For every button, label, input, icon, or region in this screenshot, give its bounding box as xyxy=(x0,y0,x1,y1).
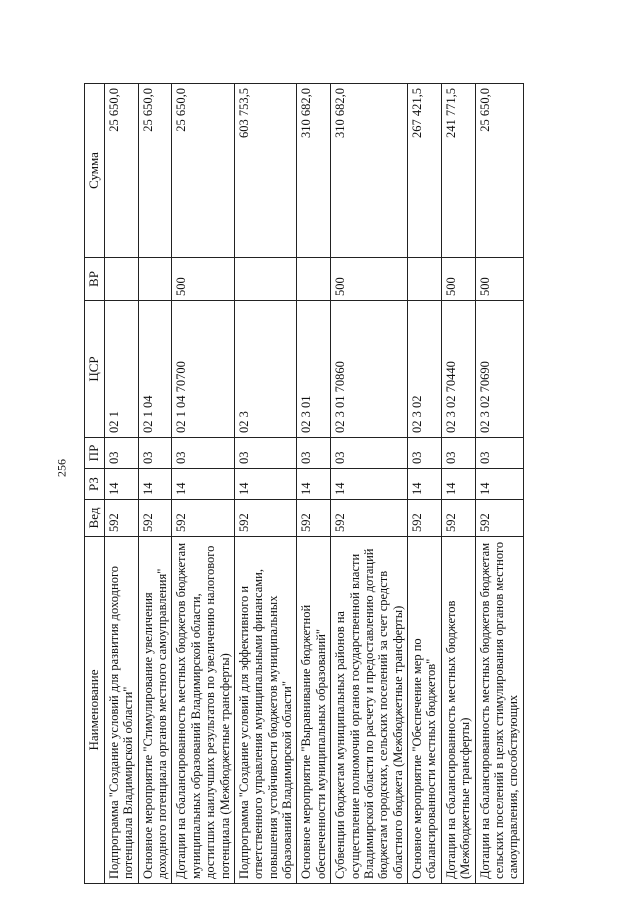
cell-rz: 14 xyxy=(138,469,172,500)
cell-sum: 25 650,0 xyxy=(475,84,523,258)
cell-sum: 25 650,0 xyxy=(172,84,235,258)
cell-pr: 03 xyxy=(475,438,523,469)
header-rz: РЗ xyxy=(85,469,105,500)
cell-name: Основное мероприятие "Обеспечение мер по сбалансированности местных бюджетов" xyxy=(408,537,442,884)
cell-pr: 03 xyxy=(408,438,442,469)
cell-vr xyxy=(138,258,172,301)
budget-table xyxy=(84,83,524,884)
cell-pr: 03 xyxy=(234,438,297,469)
cell-pr: 03 xyxy=(331,438,408,469)
cell-pr: 03 xyxy=(297,438,331,469)
table-row xyxy=(104,84,138,884)
cell-ved: 592 xyxy=(331,500,408,537)
page-number: 256 xyxy=(54,459,69,477)
cell-vr: 500 xyxy=(172,258,235,301)
cell-name: Дотации на сбалансированность местных бюджетов бюджетам муниципальных образований Владимирской области, достигших наилучших результатов по увеличению налогового потенциала (Межбюджетные трансферты) xyxy=(172,537,235,884)
cell-vr: 500 xyxy=(475,258,523,301)
cell-sum: 25 650,0 xyxy=(138,84,172,258)
cell-ved: 592 xyxy=(104,500,138,537)
cell-csr: 02 3 01 70860 xyxy=(331,301,408,438)
cell-ved: 592 xyxy=(234,500,297,537)
cell-csr: 02 3 01 xyxy=(297,301,331,438)
cell-csr: 02 3 xyxy=(234,301,297,438)
cell-sum: 241 771,5 xyxy=(441,84,475,258)
header-ved: Вед xyxy=(85,500,105,537)
cell-sum: 310 682,0 xyxy=(331,84,408,258)
table-row xyxy=(234,84,297,884)
cell-sum: 603 753,5 xyxy=(234,84,297,258)
cell-sum: 310 682,0 xyxy=(297,84,331,258)
header-pr: ПР xyxy=(85,438,105,469)
cell-rz: 14 xyxy=(104,469,138,500)
cell-pr: 03 xyxy=(138,438,172,469)
cell-vr xyxy=(297,258,331,301)
cell-rz: 14 xyxy=(441,469,475,500)
cell-sum: 25 650,0 xyxy=(104,84,138,258)
cell-sum: 267 421,5 xyxy=(408,84,442,258)
cell-name: Основное мероприятие "Стимулирование увеличения доходного потенциала органов местного самоуправления" xyxy=(138,537,172,884)
cell-name: Дотации на сбалансированность местных бюджетов (Межбюджетные трансферты) xyxy=(441,537,475,884)
table-row xyxy=(172,84,235,884)
cell-rz: 14 xyxy=(297,469,331,500)
cell-ved: 592 xyxy=(138,500,172,537)
cell-name: Субвенции бюджетам муниципальных районов на осуществление полномочий органов государственной власти Владимирской области по расчету и предоставлению дотаций бюджетам городских, сельских поселений за счет средств областного бюджета (Межбюджетные трансферты) xyxy=(331,537,408,884)
cell-ved: 592 xyxy=(172,500,235,537)
cell-rz: 14 xyxy=(172,469,235,500)
table-row xyxy=(408,84,442,884)
table-row xyxy=(475,84,523,884)
table-header-row xyxy=(85,84,105,884)
cell-pr: 03 xyxy=(104,438,138,469)
table-row xyxy=(297,84,331,884)
cell-name: Дотации на сбалансированность местных бюджетов бюджетам сельских поселений в целях стимулирования органов местного самоуправления, способствующих xyxy=(475,537,523,884)
cell-rz: 14 xyxy=(331,469,408,500)
cell-name: Подпрограмма "Создание условий для эффективного и ответственного управления муниципальными финансами, повышения устойчивости бюджетов муниципальных образований Владимирской области" xyxy=(234,537,297,884)
cell-name: Подпрограмма "Создание условий для развития доходного потенциала Владимирской области" xyxy=(104,537,138,884)
header-vr: ВР xyxy=(85,258,105,301)
cell-ved: 592 xyxy=(441,500,475,537)
cell-csr: 02 1 04 xyxy=(138,301,172,438)
cell-csr: 02 3 02 70690 xyxy=(475,301,523,438)
cell-pr: 03 xyxy=(172,438,235,469)
budget-table-sheet xyxy=(84,84,604,884)
header-name: Наименование xyxy=(85,537,105,884)
cell-csr: 02 1 xyxy=(104,301,138,438)
header-sum: Сумма xyxy=(85,84,105,258)
cell-ved: 592 xyxy=(475,500,523,537)
cell-vr xyxy=(234,258,297,301)
cell-rz: 14 xyxy=(475,469,523,500)
rotated-table-container xyxy=(84,84,604,884)
cell-pr: 03 xyxy=(441,438,475,469)
cell-ved: 592 xyxy=(408,500,442,537)
table-row xyxy=(441,84,475,884)
cell-csr: 02 3 02 xyxy=(408,301,442,438)
table-row xyxy=(331,84,408,884)
cell-rz: 14 xyxy=(408,469,442,500)
header-csr: ЦСР xyxy=(85,301,105,438)
cell-vr xyxy=(104,258,138,301)
cell-vr: 500 xyxy=(441,258,475,301)
cell-rz: 14 xyxy=(234,469,297,500)
cell-vr: 500 xyxy=(331,258,408,301)
cell-vr xyxy=(408,258,442,301)
table-row xyxy=(138,84,172,884)
cell-csr: 02 3 02 70440 xyxy=(441,301,475,438)
cell-name: Основное мероприятие "Выравнивание бюджетной обеспеченности муниципальных образований" xyxy=(297,537,331,884)
cell-csr: 02 1 04 70700 xyxy=(172,301,235,438)
cell-ved: 592 xyxy=(297,500,331,537)
